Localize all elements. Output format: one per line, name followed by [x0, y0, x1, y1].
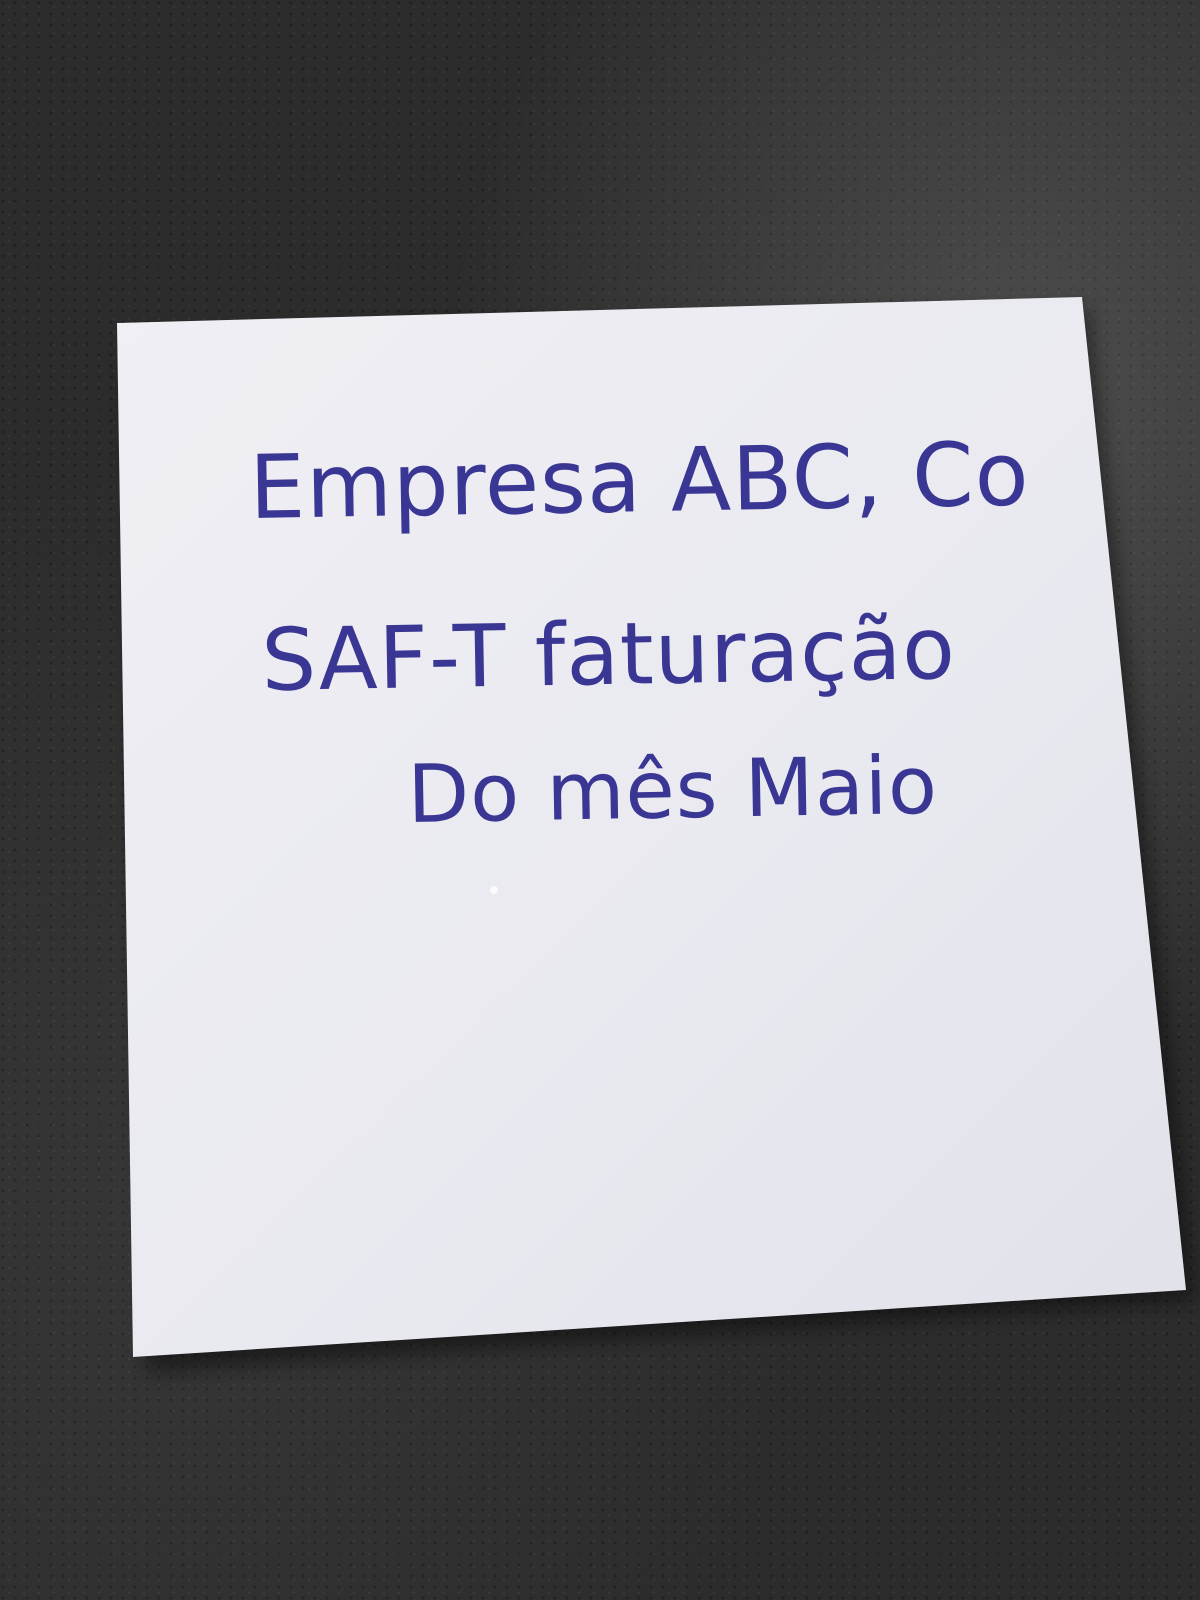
paper-speck: [490, 886, 498, 894]
handwritten-line-1: Empresa ABC, Co: [248, 422, 1031, 539]
handwritten-line-2: SAF-T faturação: [260, 598, 957, 711]
handwritten-line-3: Do mês Maio: [406, 738, 939, 841]
